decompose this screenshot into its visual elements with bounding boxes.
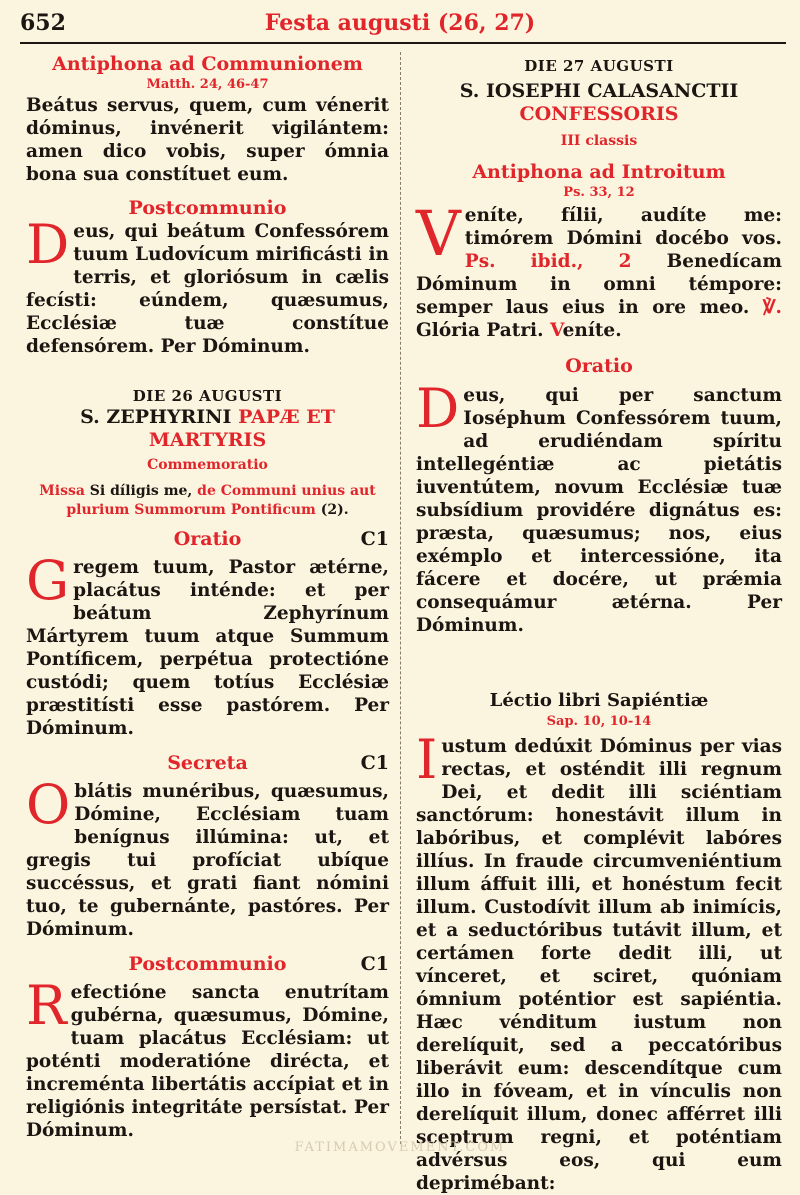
secreta-text: blátis munéribus, quæsumus, Dómine, Ecclésiam tuam benígnus illúmina: ut, et gregis tui profíciat ubíque succéssus, et grati fiant nómini tuo, te gubernánte, pastóres. Per Dóminum. (26, 781, 389, 940)
saint-rank-27: CONFESSORIS (519, 103, 679, 125)
drop-cap: D (416, 377, 460, 440)
introit-heading: Antiphona ad Introitum (472, 161, 726, 183)
secreta-c1: C1 (360, 752, 389, 774)
saint-name-27: S. IOSEPHI CALASANCTII (459, 80, 739, 102)
lectio-text: ustum dedúxit Dóminus per vias rectas, et osténdit illi regnum Dei, et dedit illi sciéntiam sanctórum: honestávit illum in labóribus, et complévit labóres illíus. In fraude circumveniéntium illum áffuit illi, et honéstum fecit illum. Custodívit illum ab inimícis, et a seductóribus tutávit illum, et certámen forte dedit illi, ut vínceret, et sciret, quóniam ómnium poténtior est sapiéntia. Hæc vénditum iustum non derelíquit, sed a peccatóribus liberávit eum: descendítque cum illo in fóveam, et in vínculis non derelíquit illum, donec afférret illi sceptrum regni, et poténtiam advérsus eos, qui eum deprimébant: (416, 736, 782, 1194)
introit-text-block (416, 197, 782, 342)
oratio27-text: eus, qui per sanctum Ioséphum Confessórem tuum, ad erudiéndam spíritu intellegéntiæ ac pietátis iuventútem, novum Ecclésiæ tuæ subsídium providére dignátus es: præsta, quæsumus; nos, eius exémplo et intercessióne, ita fácere et docére, ut prǽmia consequámur ætérna. Per Dóminum. (416, 385, 782, 636)
column-divider (400, 52, 401, 1144)
postcommunio2-heading-row (26, 951, 389, 977)
postcommunio2-heading: Postcommunio (128, 953, 287, 975)
missa-communi: de Communi unius aut plurium Summorum Pontificum (66, 483, 376, 518)
saint-title-26 (26, 406, 389, 452)
right-column (416, 52, 782, 1195)
classis-label: III classis (560, 133, 638, 149)
venite-rest: eníte. (562, 320, 622, 341)
day-label-26: DIE 26 AUGUSTI (132, 387, 283, 405)
communion-heading: Antiphona ad Communionem (52, 53, 363, 75)
versicle-icon: ℣. (762, 297, 782, 318)
postcommunio2-text-block (26, 974, 389, 1142)
watermark: FATIMAMOVEMENT.COM (294, 1140, 506, 1155)
postcommunio-heading: Postcommunio (128, 197, 287, 219)
lectio-reference: Sap. 10, 10-14 (546, 714, 652, 729)
page-title: Festa augusti (26, 27) (264, 10, 536, 36)
drop-cap: V (416, 197, 461, 270)
lectio-text-block (416, 728, 782, 1195)
drop-cap: G (26, 549, 70, 612)
oratio27-heading: Oratio (565, 355, 633, 377)
postcommunio2-c1: C1 (360, 953, 389, 975)
postcommunio-text-block (26, 213, 389, 358)
drop-cap: R (26, 974, 67, 1037)
header-rule (20, 42, 786, 44)
introit-psalm-ref: Ps. ibid., 2 (464, 251, 632, 272)
introit-text-1: eníte, fílii, audíte me: timórem Dómini docébo vos. (464, 205, 782, 249)
secreta-heading-row (26, 750, 389, 776)
drop-cap: O (26, 773, 71, 836)
drop-cap: D (26, 213, 70, 276)
missa-label: Missa (39, 483, 85, 499)
drop-cap: I (416, 728, 438, 791)
day-label-27: DIE 27 AUGUSTI (524, 57, 674, 75)
missa-note (26, 482, 389, 520)
page-number: 652 (20, 10, 66, 36)
commemoratio-label: Commemoratio (147, 457, 268, 473)
left-column (26, 52, 389, 1142)
communion-text: Beátus servus, quem, cum vénerit dóminus, invénerit vigilántem: amen dico vobis, super ómnia bona sua constítuet eum. (26, 95, 389, 185)
introit-text-2: Benedícam Dóminum in omni témpore: semper laus eius in ore meo. (416, 251, 782, 318)
secreta-heading: Secreta (167, 752, 248, 774)
page-header (0, 0, 800, 52)
missa-ref: (2). (320, 502, 349, 518)
secreta-text-block (26, 773, 389, 941)
oratio27-text-block (416, 377, 782, 637)
postcommunio2-text: efectióne sancta enutrítam gubérna, quæsumus, Dómine, tuam placátus Ecclésiam: ut poténti moderatióne dirécta, et increménta libertátis accípiat et in religiónis integritáte persístat. Per Dóminum. (26, 982, 389, 1141)
venite-initial: V (549, 320, 563, 341)
postcommunio-text: eus, qui beátum Confessórem tuum Ludovícum mirificásti in terris, et gloriósum in cælis fecísti: eúndem, quæsumus, Ecclésiæ tuæ constítue defensórem. Per Dóminum. (26, 221, 389, 357)
saint-rank-26: PAPÆ ET MARTYRIS (148, 406, 335, 451)
introit-reference: Ps. 33, 12 (563, 185, 635, 200)
missa-incipit: Si díligis me, (89, 483, 193, 499)
communion-reference: Matth. 24, 46-47 (146, 77, 269, 92)
oratio-heading: Oratio (173, 528, 242, 550)
saint-name-26: S. ZEPHYRINI (80, 406, 232, 428)
oratio-c1: C1 (360, 528, 389, 550)
oratio-text: regem tuum, Pastor ætérne, placátus inténde: et per beátum Zephyrínum Mártyrem tuum atque Summum Pontíficem, perpétua protectióne custódi; quem totíus Ecclésiæ præstitísti esse pastórem. Per Dóminum. (26, 557, 389, 739)
oratio-heading-row (26, 526, 389, 552)
oratio-text-block (26, 549, 389, 740)
lectio-heading: Léctio libri Sapiéntiæ (489, 690, 709, 711)
introit-text-3: Glória Patri. (416, 320, 544, 341)
